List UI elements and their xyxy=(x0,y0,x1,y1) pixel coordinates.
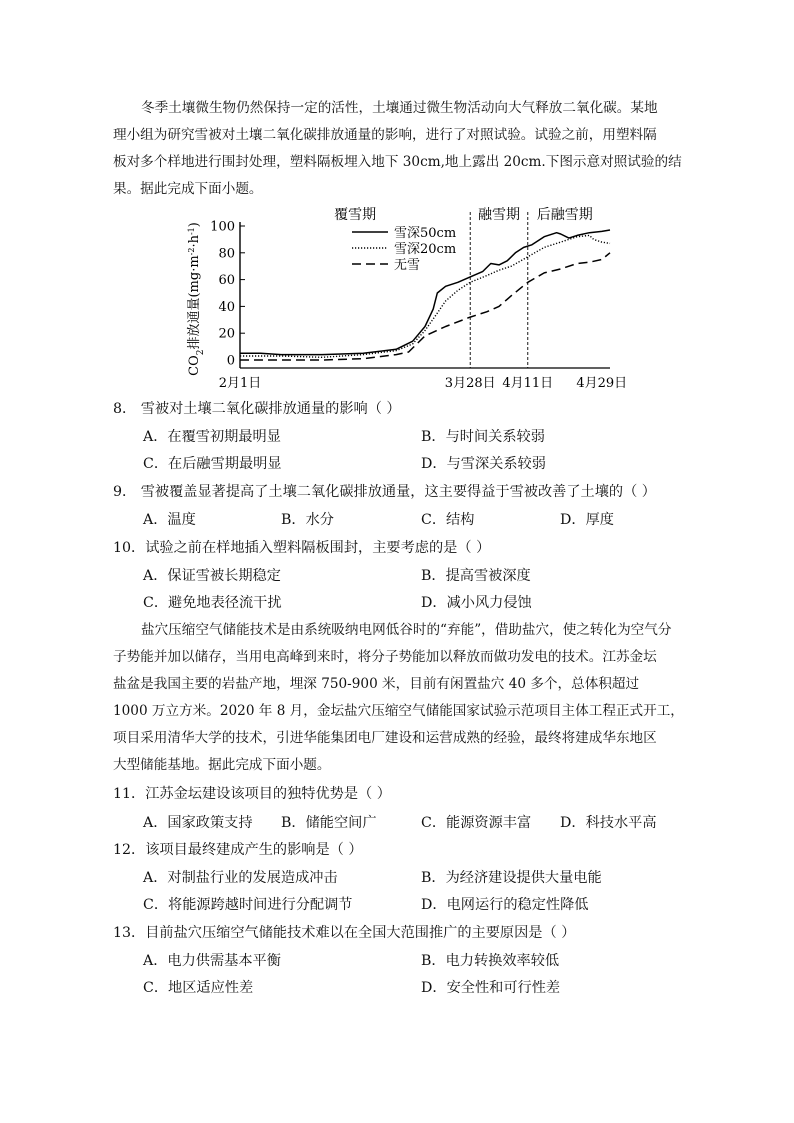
passage-2-line: 项目采用清华大学的技术，引进华能集团电厂建设和运营成熟的经验，最终将建成华东地区 xyxy=(113,730,657,746)
question-10: 10．试验之前在样地插入塑料隔板围封，主要考虑的是（ ） xyxy=(113,540,491,556)
q10-option-d[interactable]: D．减小风力侵蚀 xyxy=(421,595,532,611)
passage-1-line: 果。据此完成下面小题。 xyxy=(113,181,263,197)
x-tick-label: 3月28日 xyxy=(444,376,496,391)
y-tick-label: 60 xyxy=(218,273,235,289)
series-line-dashed xyxy=(240,253,610,360)
y-axis-label-part: -2 xyxy=(186,247,196,256)
x-tick-label: 4月11日 xyxy=(502,376,554,391)
y-tick-label: 80 xyxy=(218,246,235,262)
q11-option-c[interactable]: C．能源资源丰富 xyxy=(421,815,532,831)
question-12: 12．该项目最终建成产生的影响是（ ） xyxy=(113,842,363,858)
q10-option-c[interactable]: C．避免地表径流干扰 xyxy=(143,595,282,611)
question-9: 9． 雪被覆盖显著提高了土壤二氧化碳排放通量，这主要得益于雪被改善了土壤的（ ） xyxy=(113,484,656,500)
y-axis-label-part: -1 xyxy=(186,227,196,236)
q13-option-d[interactable]: D．安全性和可行性差 xyxy=(421,980,561,996)
y-axis-label-part: ·h xyxy=(187,235,202,248)
q9-option-a[interactable]: A．温度 xyxy=(143,512,196,528)
legend-label: 雪深20cm xyxy=(394,242,457,257)
y-tick-label: 0 xyxy=(226,353,235,369)
y-axis-label xyxy=(186,222,206,376)
q13-option-a[interactable]: A．电力供需基本平衡 xyxy=(143,953,281,969)
passage-2-line: 1000 万立方米。2020 年 8 月，金坛盐穴压缩空气储能国家试验示范项目主体工程正式开工， xyxy=(113,703,684,719)
chart-legend xyxy=(352,226,456,273)
q12-option-a[interactable]: A．对制盐行业的发展造成冲击 xyxy=(143,870,338,886)
passage-1-line: 冬季土壤微生物仍然保持一定的活性，土壤通过微生物活动向大气释放二氧化碳。某地 xyxy=(141,100,658,116)
q12-option-c[interactable]: C．将能源跨越时间进行分配调节 xyxy=(143,897,353,913)
period-label: 后融雪期 xyxy=(536,207,593,223)
y-axis-label-part: 2 xyxy=(196,349,206,356)
x-tick-label: 4月29日 xyxy=(576,376,628,391)
q10-option-a[interactable]: A．保证雪被长期稳定 xyxy=(143,568,281,584)
q13-option-c[interactable]: C．地区适应性差 xyxy=(143,980,254,996)
q9-option-c[interactable]: C．结构 xyxy=(421,512,475,528)
passage-2-line: 大型储能基地。据此完成下面小题。 xyxy=(113,757,331,773)
passage-1-line: 板对多个样地进行围封处理，塑料隔板埋入地下 30cm,地上露出 20cm.下图示意对照试验的结 xyxy=(113,154,682,170)
question-8: 8． 雪被对土壤二氧化碳排放通量的影响（ ） xyxy=(113,401,401,417)
legend-label: 无雪 xyxy=(394,258,421,273)
passage-1 xyxy=(113,95,682,203)
q8-option-a[interactable]: A．在覆雪初期最明显 xyxy=(143,429,281,445)
question-11: 11．江苏金坛建设该项目的独特优势是（ ） xyxy=(113,786,391,802)
legend-label: 雪深50cm xyxy=(394,226,457,241)
q8-option-c[interactable]: C．在后融雪期最明显 xyxy=(143,456,282,472)
x-tick-label: 2月1日 xyxy=(218,376,262,391)
q8-option-b[interactable]: B．与时间关系较弱 xyxy=(421,429,545,445)
q9-option-b[interactable]: B．水分 xyxy=(281,512,334,528)
y-tick-label: 40 xyxy=(218,299,235,315)
y-axis-label-part: 排放通量(mg·m xyxy=(187,255,202,350)
q12-option-d[interactable]: D．电网运行的稳定性降低 xyxy=(421,897,589,913)
q13-option-b[interactable]: B．电力转换效率较低 xyxy=(421,953,560,969)
q9-option-d[interactable]: D．厚度 xyxy=(560,512,614,528)
passage-2 xyxy=(113,617,684,779)
q11-option-b[interactable]: B．储能空间广 xyxy=(281,815,377,831)
q11-option-d[interactable]: D．科技水平高 xyxy=(560,815,657,831)
y-tick-label: 20 xyxy=(218,326,235,342)
q11-option-a[interactable]: A．国家政策支持 xyxy=(143,815,253,831)
period-label: 覆雪期 xyxy=(334,207,377,223)
period-label: 融雪期 xyxy=(478,207,520,223)
y-tick-label: 100 xyxy=(210,219,235,235)
passage-2-line: 盐盆是我国主要的岩盐产地，埋深 750-900 米，目前有闲置盐穴 40 多个，总体积超过 xyxy=(113,676,640,692)
question-13: 13．目前盐穴压缩空气储能技术难以在全国大范围推广的主要原因是（ ） xyxy=(113,925,576,941)
co2-flux-chart xyxy=(180,200,650,400)
q12-option-b[interactable]: B．为经济建设提供大量电能 xyxy=(421,870,602,886)
y-axis-label-part: CO xyxy=(187,355,202,376)
q10-option-b[interactable]: B．提高雪被深度 xyxy=(421,568,531,584)
passage-2-line: 盐穴压缩空气储能技术是由系统吸纳电网低谷时的“弃能”，借助盐穴，使之转化为空气分 xyxy=(141,622,672,638)
q8-option-d[interactable]: D．与雪深关系较弱 xyxy=(421,456,546,472)
y-axis-label-part: ) xyxy=(187,222,202,228)
passage-2-line: 子势能并加以储存，当用电高峰到来时，将分子势能加以释放而做功发电的技术。江苏金坛 xyxy=(113,649,657,665)
passage-1-line: 理小组为研究雪被对土壤二氧化碳排放通量的影响，进行了对照试验。试验之前，用塑料隔 xyxy=(113,127,657,143)
